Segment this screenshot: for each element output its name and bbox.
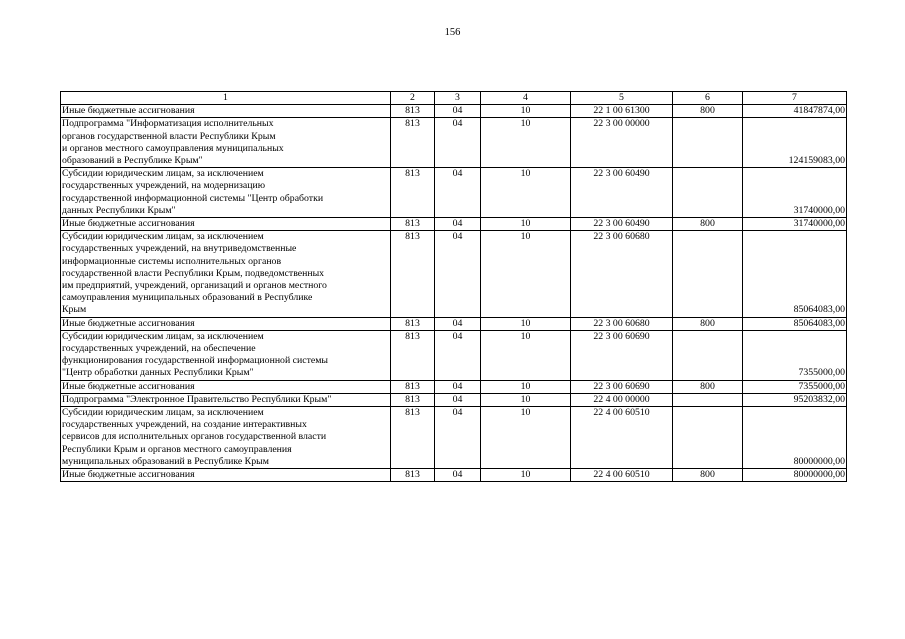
row-cell-6: 800 — [673, 218, 743, 231]
row-cell-4: 10 — [481, 469, 571, 482]
table-header-row — [61, 92, 847, 105]
row-name-cell: Иные бюджетные ассигнования — [61, 317, 391, 330]
row-cell-6: 800 — [673, 105, 743, 118]
row-cell-4: 10 — [481, 218, 571, 231]
row-name-cell: Субсидии юридическим лицам, за исключением государственных учреждений, на внутриведомственные информационные системы исполнительных органов государственной власти Республики Крым, подведомственных им предприятий, учреждений, организаций и органов местного самоуправления муниципальных образований в Республике Крым — [61, 231, 391, 317]
row-cell-2: 813 — [391, 317, 435, 330]
row-amount-cell: 31740000,00 — [743, 218, 847, 231]
header-cell-1: 1 — [61, 92, 391, 105]
row-cell-3: 04 — [435, 469, 481, 482]
row-cell-3: 04 — [435, 317, 481, 330]
row-cell-4: 10 — [481, 168, 571, 218]
row-cell-6: 800 — [673, 380, 743, 393]
row-cell-4: 10 — [481, 407, 571, 469]
table-row — [61, 118, 847, 168]
table-row — [61, 168, 847, 218]
row-amount-cell: 95203832,00 — [743, 393, 847, 406]
row-cell-6 — [673, 407, 743, 469]
header-cell-3: 3 — [435, 92, 481, 105]
row-cell-6 — [673, 330, 743, 380]
row-cell-6 — [673, 168, 743, 218]
row-name-cell: Иные бюджетные ассигнования — [61, 218, 391, 231]
row-cell-5: 22 4 00 60510 — [571, 469, 673, 482]
row-amount-cell: 80000000,00 — [743, 407, 847, 469]
row-cell-2: 813 — [391, 118, 435, 168]
row-cell-5: 22 3 00 60490 — [571, 218, 673, 231]
row-cell-2: 813 — [391, 393, 435, 406]
row-name-cell: Подпрограмма "Электронное Правительство Республики Крым" — [61, 393, 391, 406]
table-row — [61, 380, 847, 393]
row-cell-5: 22 3 00 60680 — [571, 317, 673, 330]
table-row — [61, 469, 847, 482]
row-cell-4: 10 — [481, 317, 571, 330]
row-cell-5: 22 3 00 60490 — [571, 168, 673, 218]
table-row — [61, 218, 847, 231]
row-amount-cell: 124159083,00 — [743, 118, 847, 168]
budget-table — [60, 91, 847, 482]
row-cell-4: 10 — [481, 393, 571, 406]
row-cell-3: 04 — [435, 231, 481, 317]
row-cell-3: 04 — [435, 393, 481, 406]
row-cell-5: 22 3 00 00000 — [571, 118, 673, 168]
row-cell-2: 813 — [391, 168, 435, 218]
row-cell-2: 813 — [391, 218, 435, 231]
row-cell-4: 10 — [481, 330, 571, 380]
row-cell-3: 04 — [435, 105, 481, 118]
row-cell-3: 04 — [435, 380, 481, 393]
row-cell-5: 22 1 00 61300 — [571, 105, 673, 118]
table-row — [61, 105, 847, 118]
row-cell-6 — [673, 393, 743, 406]
row-cell-5: 22 3 00 60690 — [571, 330, 673, 380]
table-row — [61, 317, 847, 330]
row-amount-cell: 85064083,00 — [743, 317, 847, 330]
header-cell-6: 6 — [673, 92, 743, 105]
row-cell-3: 04 — [435, 330, 481, 380]
page-number: 156 — [444, 27, 461, 38]
row-cell-2: 813 — [391, 469, 435, 482]
row-cell-6: 800 — [673, 469, 743, 482]
row-name-cell: Подпрограмма "Информатизация исполнительных органов государственной власти Республики Крым и органов местного самоуправления муниципальных образований в Республике Крым" — [61, 118, 391, 168]
row-cell-3: 04 — [435, 168, 481, 218]
row-name-cell: Иные бюджетные ассигнования — [61, 469, 391, 482]
header-cell-5: 5 — [571, 92, 673, 105]
row-amount-cell: 41847874,00 — [743, 105, 847, 118]
table-row — [61, 231, 847, 317]
table-row — [61, 330, 847, 380]
row-cell-4: 10 — [481, 231, 571, 317]
row-cell-5: 22 3 00 60690 — [571, 380, 673, 393]
row-cell-4: 10 — [481, 118, 571, 168]
table-row — [61, 407, 847, 469]
row-cell-2: 813 — [391, 330, 435, 380]
row-name-cell: Субсидии юридическим лицам, за исключением государственных учреждений, на создание интерактивных сервисов для исполнительных органов государственной власти Республики Крым и органов местного самоуправления муниципальных образований в Республике Крым — [61, 407, 391, 469]
row-cell-3: 04 — [435, 118, 481, 168]
row-cell-2: 813 — [391, 105, 435, 118]
table-row — [61, 393, 847, 406]
row-cell-6 — [673, 231, 743, 317]
row-cell-3: 04 — [435, 218, 481, 231]
row-cell-5: 22 4 00 00000 — [571, 393, 673, 406]
header-cell-2: 2 — [391, 92, 435, 105]
row-cell-6 — [673, 118, 743, 168]
row-cell-5: 22 4 00 60510 — [571, 407, 673, 469]
row-name-cell: Иные бюджетные ассигнования — [61, 105, 391, 118]
row-name-cell: Субсидии юридическим лицам, за исключением государственных учреждений, на модернизацию государственной информационной системы "Центр обработки данных Республики Крым" — [61, 168, 391, 218]
row-name-cell: Субсидии юридическим лицам, за исключением государственных учреждений, на обеспечение функционирования государственной информационной системы "Центр обработки данных Республики Крым" — [61, 330, 391, 380]
row-amount-cell: 31740000,00 — [743, 168, 847, 218]
row-cell-6: 800 — [673, 317, 743, 330]
row-cell-5: 22 3 00 60680 — [571, 231, 673, 317]
row-cell-4: 10 — [481, 380, 571, 393]
row-amount-cell: 80000000,00 — [743, 469, 847, 482]
row-cell-3: 04 — [435, 407, 481, 469]
row-amount-cell: 85064083,00 — [743, 231, 847, 317]
row-cell-2: 813 — [391, 231, 435, 317]
header-cell-7: 7 — [743, 92, 847, 105]
row-amount-cell: 7355000,00 — [743, 380, 847, 393]
row-cell-2: 813 — [391, 380, 435, 393]
row-amount-cell: 7355000,00 — [743, 330, 847, 380]
header-cell-4: 4 — [481, 92, 571, 105]
row-cell-2: 813 — [391, 407, 435, 469]
row-cell-4: 10 — [481, 105, 571, 118]
row-name-cell: Иные бюджетные ассигнования — [61, 380, 391, 393]
